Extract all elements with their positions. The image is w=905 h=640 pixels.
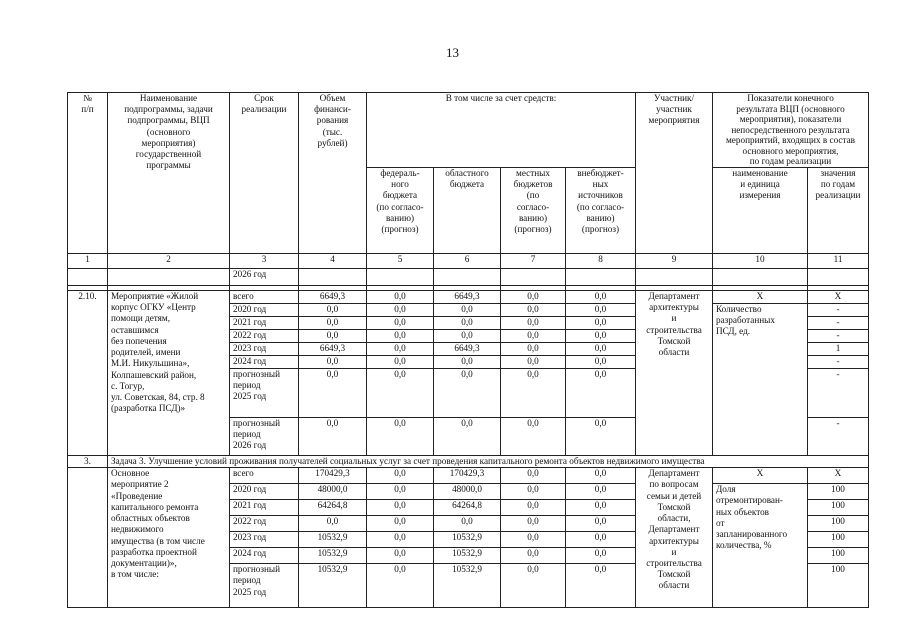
period-cell: 2023 год xyxy=(230,532,299,548)
volume-cell: 48000,0 xyxy=(299,484,367,500)
carry-over-row xyxy=(68,269,869,286)
extrabudget-cell: 0,0 xyxy=(566,330,636,343)
federal-cell: 0,0 xyxy=(367,291,434,304)
local-cell: 0,0 xyxy=(501,548,566,564)
extrabudget-cell: 0,0 xyxy=(566,500,636,516)
extrabudget-cell: 0,0 xyxy=(566,291,636,304)
local-cell: 0,0 xyxy=(501,418,566,456)
column-number: 9 xyxy=(636,254,713,269)
extrabudget-cell: 0,0 xyxy=(566,418,636,456)
volume-cell: 0,0 xyxy=(299,330,367,343)
column-number: 3 xyxy=(230,254,299,269)
task-number: 3. xyxy=(68,456,108,468)
indicator-value-cell: - xyxy=(808,369,869,418)
volume-cell: 10532,9 xyxy=(299,532,367,548)
period-cell: прогнозный период 2025 год xyxy=(230,564,299,608)
local-cell: 0,0 xyxy=(501,484,566,500)
activity-name: Основное мероприятие 2 «Проведение капитального ремонта областных объектов недвижимого имущества (в том числе разработка проектной документации)», в том числе: xyxy=(108,468,230,608)
indicator-value-cell: 100 xyxy=(808,564,869,608)
indicator-value-cell: - xyxy=(808,330,869,343)
local-cell: 0,0 xyxy=(501,516,566,532)
column-numbers-row xyxy=(68,254,869,269)
header-indicator-name: наименование и единица измерения xyxy=(713,168,808,254)
header-local: местных бюджетов (по согласо- ванию) (прогноз) xyxy=(501,168,566,254)
extrabudget-cell: 0,0 xyxy=(566,317,636,330)
volume-cell: 6649,3 xyxy=(299,291,367,304)
volume-cell: 0,0 xyxy=(299,516,367,532)
period-cell: 2022 год xyxy=(230,330,299,343)
indicator-value-cell: - xyxy=(808,356,869,369)
regional-cell: 6649,3 xyxy=(434,291,501,304)
regional-cell: 0,0 xyxy=(434,369,501,418)
regional-cell: 6649,3 xyxy=(434,343,501,356)
header-name: Наименование подпрограммы, задачи подпрограммы, ВЦП (основного мероприятия) государственной программы xyxy=(108,93,230,254)
column-number: 6 xyxy=(434,254,501,269)
local-cell: 0,0 xyxy=(501,369,566,418)
regional-cell: 48000,0 xyxy=(434,484,501,500)
indicator-value-cell: 100 xyxy=(808,484,869,500)
column-number: 4 xyxy=(299,254,367,269)
volume-cell: 0,0 xyxy=(299,356,367,369)
header-extrabudget: внебюджет- ных источников (по согласо- ванию) (прогноз) xyxy=(566,168,636,254)
period-cell: 2024 год xyxy=(230,548,299,564)
indicator-value-cell: 1 xyxy=(808,343,869,356)
regional-cell: 170429,3 xyxy=(434,468,501,484)
header-participant: Участник/ участник мероприятия xyxy=(636,93,713,254)
indicator-name-cell: Количество разработанных ПСД, ед. xyxy=(713,304,808,456)
indicator-value-cell: 100 xyxy=(808,500,869,516)
regional-cell: 0,0 xyxy=(434,330,501,343)
period-cell: 2022 год xyxy=(230,516,299,532)
period-cell: 2026 год xyxy=(230,269,299,286)
local-cell: 0,0 xyxy=(501,500,566,516)
period-cell: 2021 год xyxy=(230,500,299,516)
header-federal: федераль- ного бюджета (по согласо- ванию) (прогноз) xyxy=(367,168,434,254)
period-cell: всего xyxy=(230,291,299,304)
activity-name: Мероприятие «Жилой корпус ОГКУ «Центр помощи детям, оставшимся без попечения родителей, имени М.И. Никульшина», Колпашевский район, с. Тогур, ул. Советская, 84, стр. 8 (разработка ПСД)» xyxy=(108,291,230,456)
volume-cell: 10532,9 xyxy=(299,564,367,608)
column-number: 2 xyxy=(108,254,230,269)
indicator-value-cell: 100 xyxy=(808,548,869,564)
program-table xyxy=(67,92,869,608)
extrabudget-cell: 0,0 xyxy=(566,343,636,356)
period-cell: 2020 год xyxy=(230,304,299,317)
indicator-value-cell: - xyxy=(808,418,869,456)
table-row xyxy=(68,291,869,304)
indicator-x-cell: Х xyxy=(713,291,808,304)
federal-cell: 0,0 xyxy=(367,532,434,548)
column-number: 1 xyxy=(68,254,108,269)
federal-cell: 0,0 xyxy=(367,356,434,369)
local-cell: 0,0 xyxy=(501,468,566,484)
extrabudget-cell: 0,0 xyxy=(566,564,636,608)
period-cell: всего xyxy=(230,468,299,484)
header-period: Срок реализации xyxy=(230,93,299,254)
period-cell: 2021 год xyxy=(230,317,299,330)
header-number: № п/п xyxy=(68,93,108,254)
regional-cell: 10532,9 xyxy=(434,532,501,548)
local-cell: 0,0 xyxy=(501,330,566,343)
header-indicator-values: значения по годам реализации xyxy=(808,168,869,254)
row-number xyxy=(68,468,108,608)
indicator-value-cell: Х xyxy=(808,291,869,304)
table-row xyxy=(68,468,869,484)
header-volume: Объем финанси- рования (тыс. рублей) xyxy=(299,93,367,254)
indicator-value-cell: Х xyxy=(808,468,869,484)
local-cell: 0,0 xyxy=(501,532,566,548)
federal-cell: 0,0 xyxy=(367,564,434,608)
federal-cell: 0,0 xyxy=(367,516,434,532)
federal-cell: 0,0 xyxy=(367,343,434,356)
volume-cell: 0,0 xyxy=(299,418,367,456)
indicator-value-cell: 100 xyxy=(808,532,869,548)
indicator-value-cell: - xyxy=(808,304,869,317)
regional-cell: 10532,9 xyxy=(434,564,501,608)
federal-cell: 0,0 xyxy=(367,369,434,418)
extrabudget-cell: 0,0 xyxy=(566,548,636,564)
indicator-name-cell: Доля отремонтирован- ных объектов от запланированного количества, % xyxy=(713,484,808,608)
column-number: 11 xyxy=(808,254,869,269)
federal-cell: 0,0 xyxy=(367,304,434,317)
federal-cell: 0,0 xyxy=(367,330,434,343)
column-number: 10 xyxy=(713,254,808,269)
period-cell: 2023 год xyxy=(230,343,299,356)
extrabudget-cell: 0,0 xyxy=(566,369,636,418)
indicator-value-cell: - xyxy=(808,317,869,330)
period-cell: 2024 год xyxy=(230,356,299,369)
federal-cell: 0,0 xyxy=(367,468,434,484)
local-cell: 0,0 xyxy=(501,343,566,356)
local-cell: 0,0 xyxy=(501,304,566,317)
column-number: 7 xyxy=(501,254,566,269)
volume-cell: 64264,8 xyxy=(299,500,367,516)
federal-cell: 0,0 xyxy=(367,548,434,564)
task-title: Задача 3. Улучшение условий проживания получателей социальных услуг за счет проведения капитального ремонта объектов недвижимого имущества xyxy=(108,456,869,468)
local-cell: 0,0 xyxy=(501,564,566,608)
volume-cell: 0,0 xyxy=(299,369,367,418)
volume-cell: 0,0 xyxy=(299,304,367,317)
task-row xyxy=(68,456,869,468)
local-cell: 0,0 xyxy=(501,317,566,330)
extrabudget-cell: 0,0 xyxy=(566,516,636,532)
volume-cell: 0,0 xyxy=(299,317,367,330)
volume-cell: 10532,9 xyxy=(299,548,367,564)
participant-cell: Департамент по вопросам семьи и детей Томской области, Департамент архитектуры и строительства Томской области xyxy=(636,468,713,608)
row-number: 2.10. xyxy=(68,291,108,456)
regional-cell: 0,0 xyxy=(434,317,501,330)
regional-cell: 10532,9 xyxy=(434,548,501,564)
regional-cell: 0,0 xyxy=(434,304,501,317)
indicator-value-cell: 100 xyxy=(808,516,869,532)
federal-cell: 0,0 xyxy=(367,484,434,500)
extrabudget-cell: 0,0 xyxy=(566,468,636,484)
extrabudget-cell: 0,0 xyxy=(566,532,636,548)
federal-cell: 0,0 xyxy=(367,317,434,330)
volume-cell: 170429,3 xyxy=(299,468,367,484)
page-number: 13 xyxy=(446,45,459,60)
extrabudget-cell: 0,0 xyxy=(566,356,636,369)
participant-cell: Департамент архитектуры и строительства Томской области xyxy=(636,291,713,456)
regional-cell: 0,0 xyxy=(434,516,501,532)
header-sources-group: В том числе за счет средств: xyxy=(367,93,636,168)
period-cell: 2020 год xyxy=(230,484,299,500)
regional-cell: 64264,8 xyxy=(434,500,501,516)
column-number: 8 xyxy=(566,254,636,269)
extrabudget-cell: 0,0 xyxy=(566,304,636,317)
volume-cell: 6649,3 xyxy=(299,343,367,356)
header-regional: областного бюджета xyxy=(434,168,501,254)
local-cell: 0,0 xyxy=(501,291,566,304)
federal-cell: 0,0 xyxy=(367,418,434,456)
extrabudget-cell: 0,0 xyxy=(566,484,636,500)
period-cell: прогнозный период 2026 год xyxy=(230,418,299,456)
header-indicators-group: Показатели конечного результата ВЦП (основного мероприятия), показатели непосредственного результата мероприятий, входящих в состав основного мероприятия, по годам реализации xyxy=(713,93,869,168)
column-number: 5 xyxy=(367,254,434,269)
regional-cell: 0,0 xyxy=(434,356,501,369)
period-cell: прогнозный период 2025 год xyxy=(230,369,299,418)
indicator-x-cell: Х xyxy=(713,468,808,484)
federal-cell: 0,0 xyxy=(367,500,434,516)
regional-cell: 0,0 xyxy=(434,418,501,456)
local-cell: 0,0 xyxy=(501,356,566,369)
